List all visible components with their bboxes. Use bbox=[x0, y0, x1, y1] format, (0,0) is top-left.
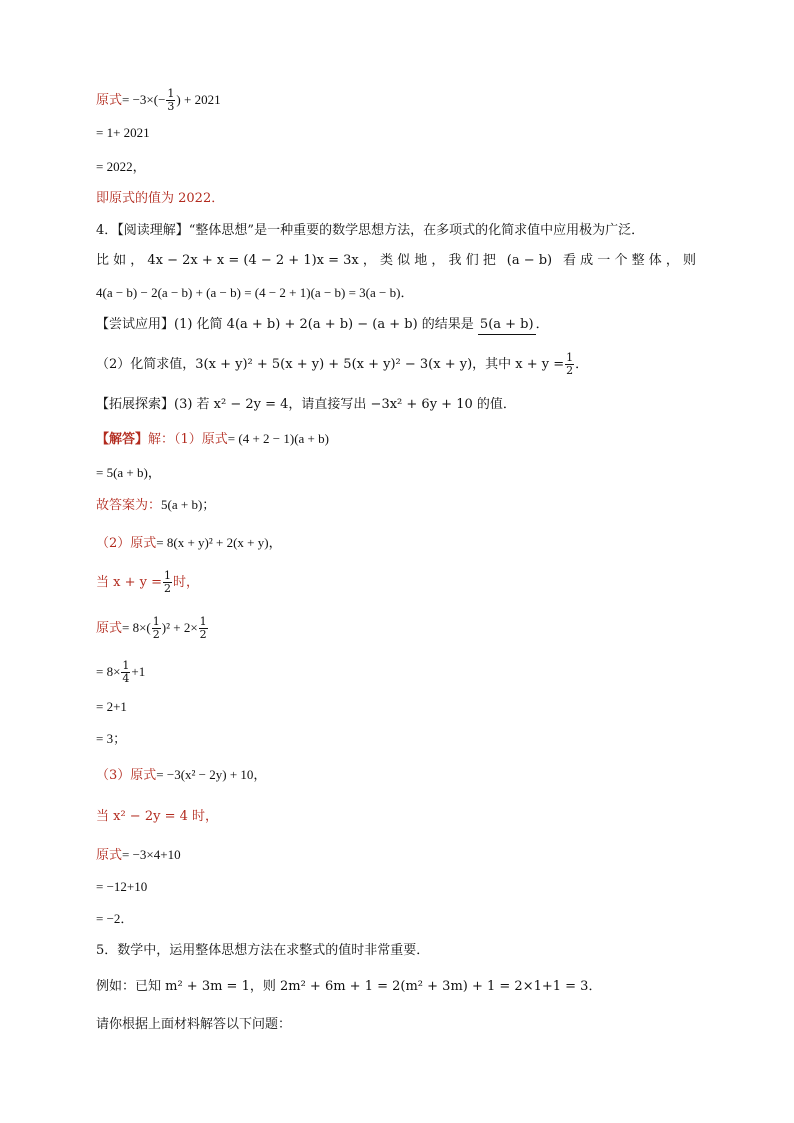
answer-label: （2）原式 bbox=[96, 536, 157, 551]
question-1 bbox=[96, 316, 549, 335]
problem-5-heading: 5．数学中，运用整体思想方法在求整式的值时非常重要． bbox=[96, 943, 430, 958]
answer-label: 当 x + y = bbox=[96, 575, 162, 590]
fraction bbox=[121, 660, 130, 685]
original-expression-label: 原式 bbox=[96, 93, 123, 108]
problem-4-example-result: 4(a − b) − 2(a − b) + (a − b) = (4 − 2 + 1)(a − b) = 3(a − b)． bbox=[96, 285, 414, 300]
numerator: 1 bbox=[566, 351, 574, 364]
problem-5-prompt: 请你根据上面材料解答以下问题： bbox=[96, 1017, 292, 1032]
calc-text: ) + 2021 bbox=[176, 92, 221, 107]
answer-line-8: = 2+1 bbox=[96, 699, 127, 714]
example-text-end: 看 成 一 个 整 体 ， 则 bbox=[563, 253, 696, 268]
problem-5-example: 例如：已知 m² + 3m = 1，则 2m² + 6m + 1 = 2(m² + 3m) + 1 = 2×1+1 = 3． bbox=[96, 979, 602, 994]
calc-line-3: = 2022， bbox=[96, 159, 146, 174]
calc-text: = −3×4+10 bbox=[122, 847, 181, 862]
calc-text: = (4 + 2 − 1)(a + b) bbox=[227, 431, 329, 446]
fraction bbox=[166, 88, 175, 113]
denominator: 2 bbox=[164, 582, 171, 595]
example-expression: (a − b) bbox=[506, 253, 553, 268]
question-1-text: 【尝试应用】(1) 化简 4(a + b) + 2(a + b) − (a + b) 的结果是 bbox=[96, 317, 478, 332]
calc-line-2: = 1+ 2021 bbox=[96, 125, 150, 140]
numerator: 1 bbox=[199, 615, 207, 628]
example-text: 比 如 ， 4x − 2x + x = (4 − 2 + 1)x = 3x ， 类 似 地 ， 我 们 把 bbox=[96, 253, 496, 268]
answer-line-3 bbox=[96, 496, 215, 515]
answer-label: 解：（1）原式 bbox=[148, 432, 228, 447]
problem-4-heading: 4．【阅读理解】“整体思想”是一种重要的数学思想方法，在多项式的化简求值中应用极为广泛． bbox=[96, 223, 645, 238]
answer-line-4 bbox=[96, 534, 282, 553]
denominator: 2 bbox=[566, 364, 574, 377]
answer-line-13: = −12+10 bbox=[96, 879, 148, 894]
question-2-end: ． bbox=[575, 357, 589, 372]
numerator: 1 bbox=[122, 659, 130, 672]
answer-line-12 bbox=[96, 846, 181, 865]
question-1-end: ． bbox=[535, 317, 549, 332]
answer-line-2: = 5(a + b)， bbox=[96, 465, 161, 480]
answer-line-6 bbox=[96, 616, 209, 641]
fraction bbox=[565, 352, 574, 377]
calc-text: = −3×(− bbox=[122, 92, 166, 107]
question-2-text: （2）化简求值，3(x + y)² + 5(x + y) + 5(x + y)² − 3(x + y)，其中 x + y = bbox=[96, 357, 565, 372]
fraction bbox=[152, 616, 161, 641]
question-3: 【拓展探索】(3) 若 x² − 2y = 4，请直接写出 −3x² + 6y + 10 的值． bbox=[96, 397, 516, 412]
numerator: 1 bbox=[152, 615, 160, 628]
answer-label: 故答案为： bbox=[96, 498, 162, 513]
answer-line-1 bbox=[96, 430, 329, 449]
calc-text: 5(a + b)； bbox=[161, 497, 216, 512]
answer-line-7 bbox=[96, 660, 145, 685]
question-1-answer-blank: 5(a + b) bbox=[478, 316, 536, 335]
answer-label: 时， bbox=[173, 575, 200, 590]
denominator: 4 bbox=[122, 672, 130, 685]
calc-text: +1 bbox=[131, 664, 146, 679]
answer-line-14: = −2． bbox=[96, 911, 134, 926]
conclusion-line: 即原式的值为 2022． bbox=[96, 191, 225, 206]
answer-line-5 bbox=[96, 570, 199, 595]
calc-text: = 8(x + y)² + 2(x + y)， bbox=[156, 535, 282, 550]
answer-line-9: = 3； bbox=[96, 731, 127, 746]
answer-tag: 【解答】 bbox=[96, 432, 149, 447]
calc-text: = 8×( bbox=[122, 620, 151, 635]
answer-line-11: 当 x² − 2y = 4 时， bbox=[96, 809, 219, 824]
calc-text: = −3(x² − 2y) + 10， bbox=[156, 767, 267, 782]
problem-4-example-line bbox=[96, 252, 696, 270]
numerator: 1 bbox=[167, 87, 175, 100]
fraction bbox=[163, 570, 172, 595]
calc-text: = 8× bbox=[96, 664, 121, 679]
calc-line-1 bbox=[96, 88, 221, 113]
answer-line-10 bbox=[96, 766, 266, 785]
numerator: 1 bbox=[164, 569, 171, 582]
answer-label: 原式 bbox=[96, 621, 123, 636]
fraction bbox=[199, 616, 208, 641]
denominator: 2 bbox=[199, 628, 207, 641]
answer-label: 原式 bbox=[96, 848, 123, 863]
answer-label: （3）原式 bbox=[96, 768, 157, 783]
denominator: 2 bbox=[152, 628, 160, 641]
calc-text: )² + 2× bbox=[161, 620, 198, 635]
denominator: 3 bbox=[167, 100, 175, 113]
question-2 bbox=[96, 352, 588, 377]
